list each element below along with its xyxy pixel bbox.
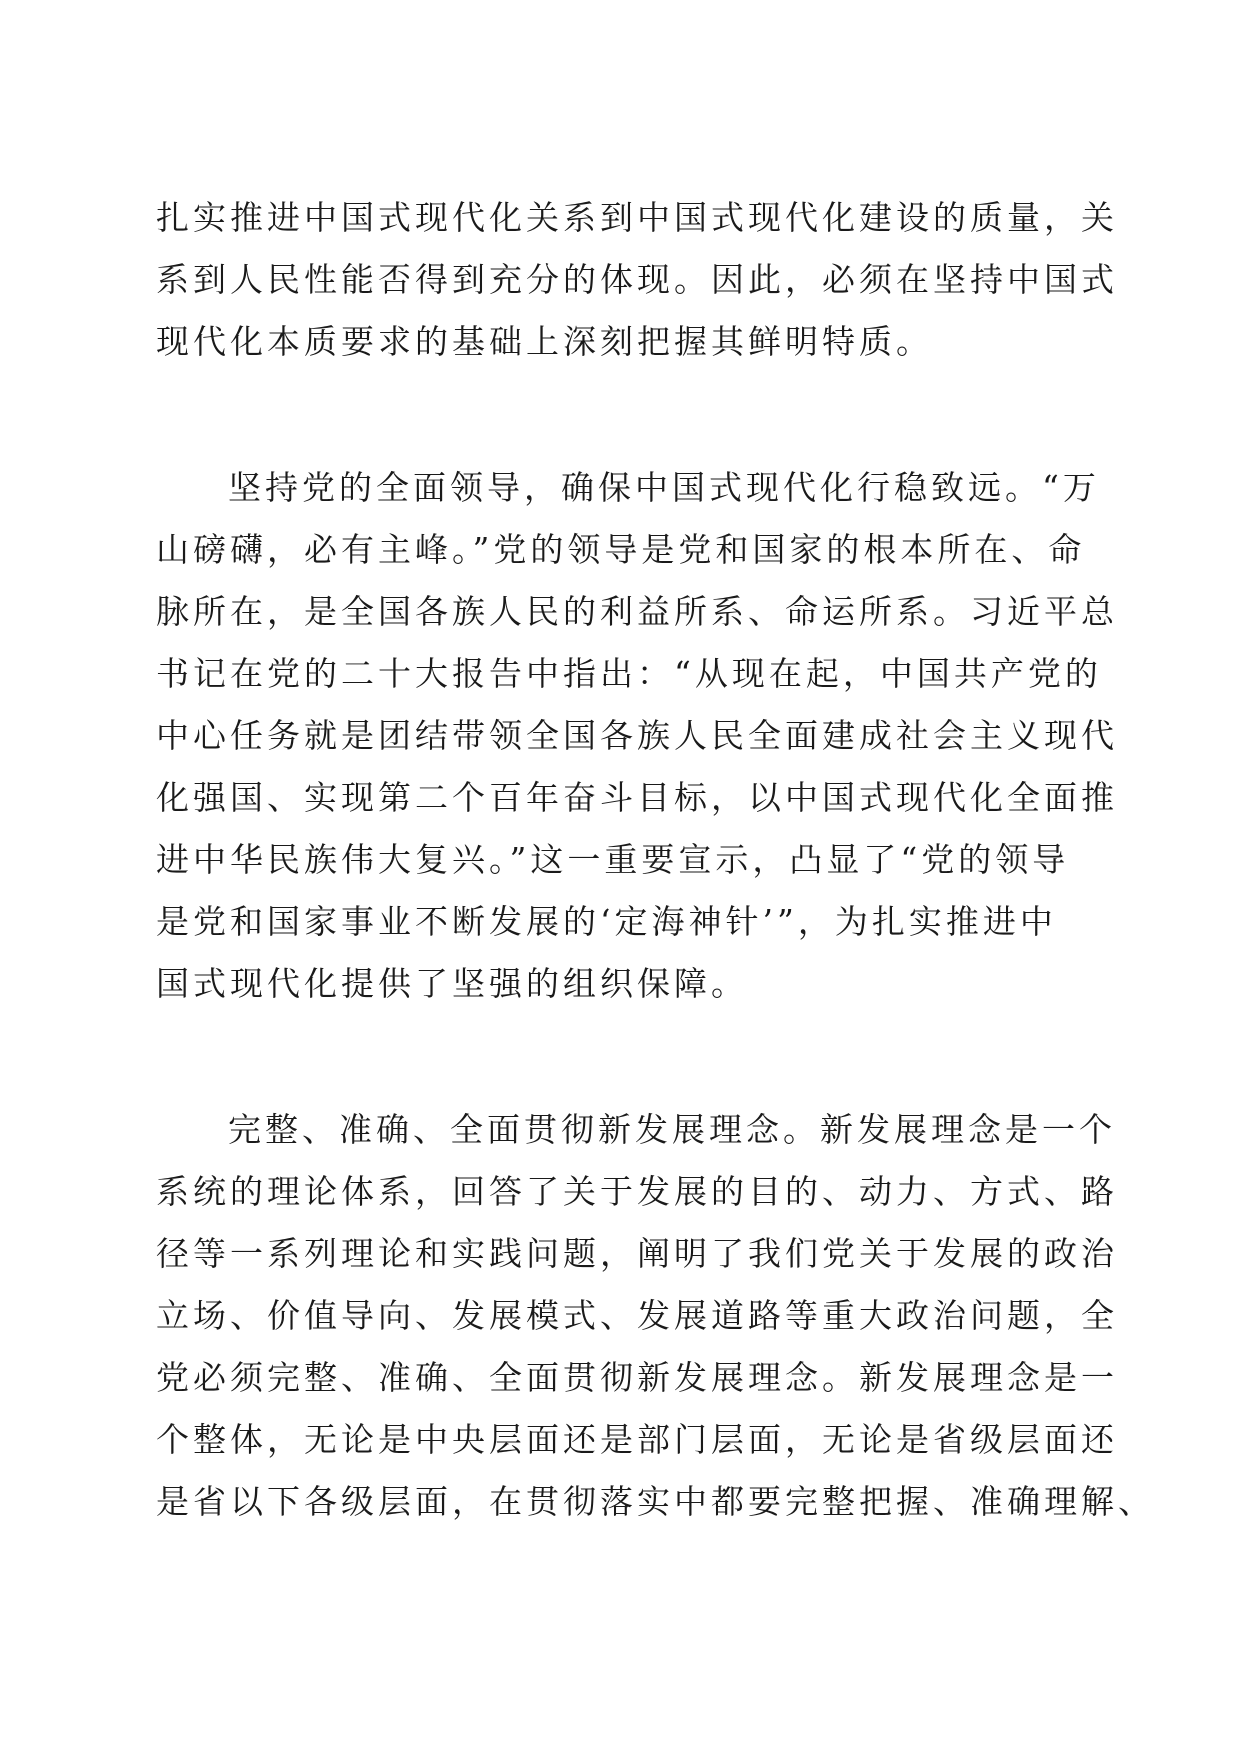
- paragraph-3-line-7: 是省以下各级层面，在贯彻落实中都要完整把握、准确理解、: [156, 1482, 1155, 1521]
- paragraph-1-line-2: 系到人民性能否得到充分的体现。因此，必须在坚持中国式: [156, 260, 1118, 299]
- paragraph-2-line-4: 书记在党的二十大报告中指出：“从现在起，中国共产党的: [156, 654, 1102, 693]
- paragraph-3-line-1: 完整、准确、全面贯彻新发展理念。新发展理念是一个: [228, 1110, 1116, 1149]
- paragraph-3-line-3: 径等一系列理论和实践问题，阐明了我们党关于发展的政治: [156, 1234, 1118, 1273]
- paragraph-3-line-6: 个整体，无论是中央层面还是部门层面，无论是省级层面还: [156, 1420, 1118, 1459]
- paragraph-2-line-1: 坚持党的全面领导，确保中国式现代化行稳致远。“万: [228, 468, 1100, 507]
- paragraph-2-line-3: 脉所在，是全国各族人民的利益所系、命运所系。习近平总: [156, 592, 1118, 631]
- paragraph-2-line-8: 是党和国家事业不断发展的‘定海神针’”，为扎实推进中: [156, 902, 1057, 941]
- paragraph-2-line-2: 山磅礴，必有主峰。”党的领导是党和国家的根本所在、命: [156, 530, 1086, 569]
- paragraph-2-line-9: 国式现代化提供了坚强的组织保障。: [156, 964, 748, 1003]
- paragraph-3-line-4: 立场、价值导向、发展模式、发展道路等重大政治问题，全: [156, 1296, 1118, 1335]
- paragraph-2-line-7: 进中华民族伟大复兴。”这一重要宣示，凸显了“党的领导: [156, 840, 1070, 879]
- paragraph-1-line-1: 扎实推进中国式现代化关系到中国式现代化建设的质量，关: [156, 198, 1118, 237]
- paragraph-3-line-2: 系统的理论体系，回答了关于发展的目的、动力、方式、路: [156, 1172, 1118, 1211]
- paragraph-2-line-5: 中心任务就是团结带领全国各族人民全面建成社会主义现代: [156, 716, 1118, 755]
- paragraph-3-line-5: 党必须完整、准确、全面贯彻新发展理念。新发展理念是一: [156, 1358, 1118, 1397]
- paragraph-2-line-6: 化强国、实现第二个百年奋斗目标，以中国式现代化全面推: [156, 778, 1118, 817]
- paragraph-1-line-3: 现代化本质要求的基础上深刻把握其鲜明特质。: [156, 322, 933, 361]
